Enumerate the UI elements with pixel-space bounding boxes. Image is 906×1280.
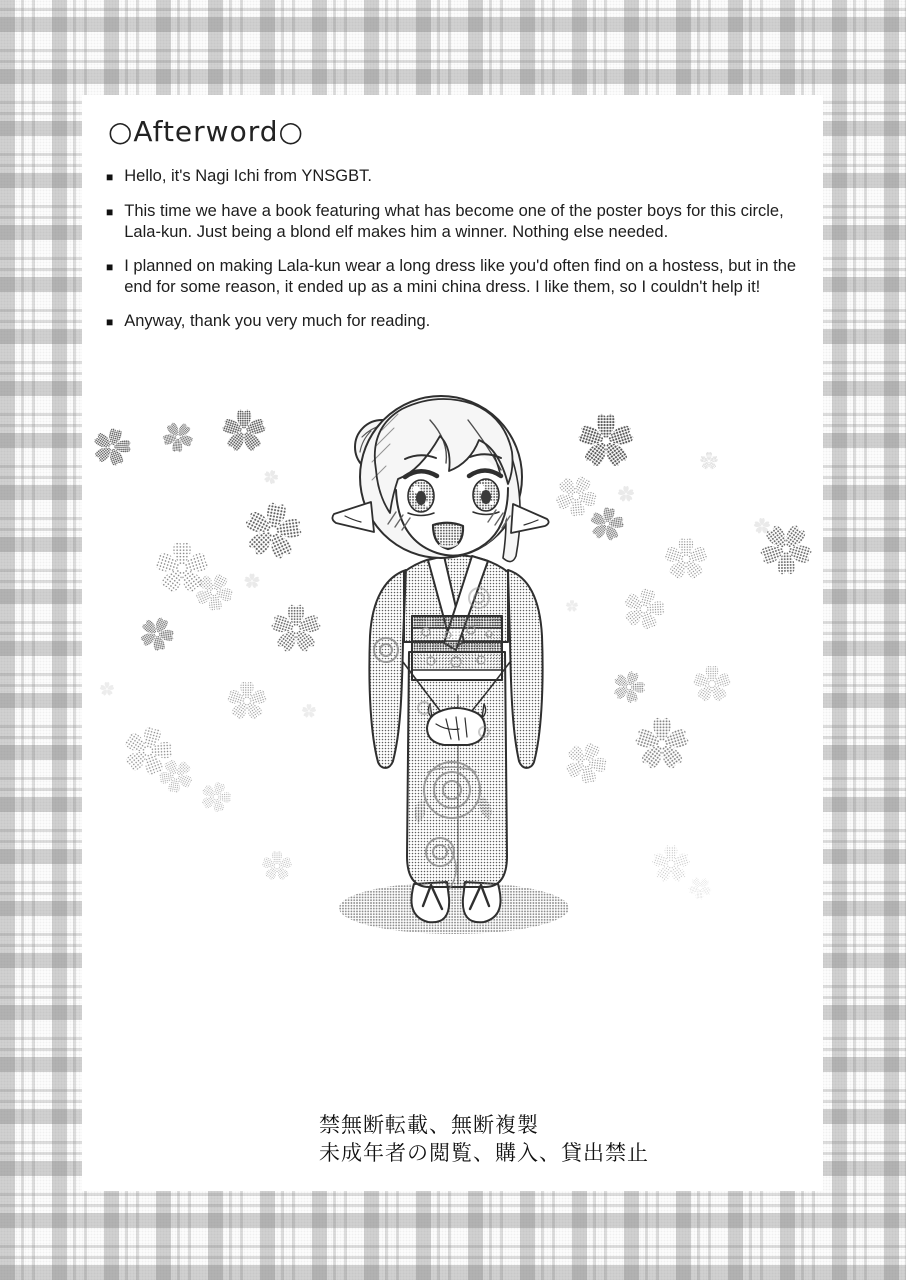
paragraph [106, 256, 808, 298]
afterword-panel [82, 95, 823, 1191]
paragraph [106, 311, 808, 333]
copyright-notice [319, 1111, 649, 1167]
notice-line: 禁無断転載、無断複製 [319, 1113, 539, 1137]
paragraph-text: I planned on making Lala-kun wear a long dress like you'd often find on a hostess, but in the end for some reason, it ended up as a mini china dress. I like them, so I couldn't help it! [124, 257, 797, 296]
paragraph [106, 166, 808, 188]
paragraph-text: This time we have a book featuring what has become one of the poster boys for this circle, Lala-kun. Just being a blond elf makes him a winner. Nothing else needed. [124, 202, 784, 241]
paragraph-text: Hello, it's Nagi Ichi from YNSGBT. [124, 167, 372, 185]
bullet-square-icon: ■ [106, 260, 114, 274]
bullet-square-icon: ■ [106, 170, 114, 184]
paragraph-text: Anyway, thank you very much for reading. [124, 312, 431, 330]
bullet-square-icon: ■ [106, 315, 114, 329]
page-title: ○Afterword○ [108, 115, 304, 148]
notice-line: 未成年者の閲覧、購入、貸出禁止 [319, 1141, 649, 1165]
paragraph [106, 201, 808, 243]
bullet-square-icon: ■ [106, 205, 114, 219]
